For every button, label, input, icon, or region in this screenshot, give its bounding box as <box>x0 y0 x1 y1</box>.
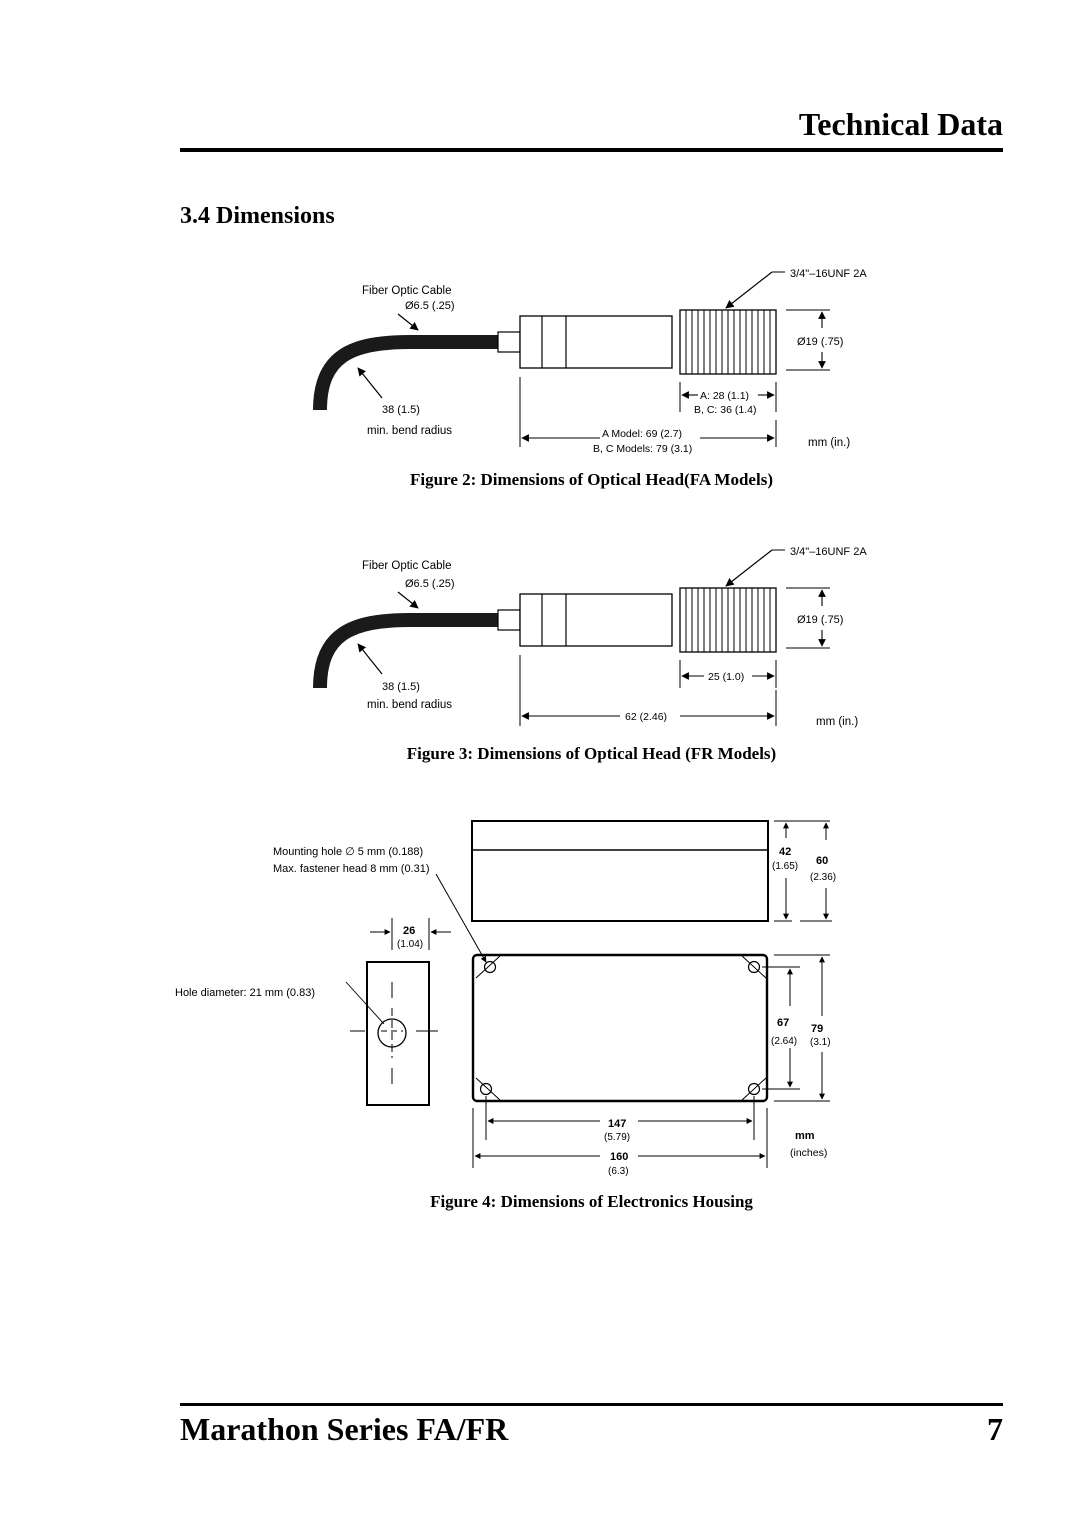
header-title: Technical Data <box>798 106 1003 142</box>
bend-radius-value: 38 (1.5) <box>382 404 420 416</box>
thread-length-bc-label: B, C: 36 (1.4) <box>694 404 757 416</box>
optical-head-body <box>520 316 672 368</box>
section-heading: 3.4 Dimensions <box>180 203 335 229</box>
total-length-bc-label: B, C Models: 79 (3.1) <box>593 443 693 455</box>
body-width-in: (6.3) <box>608 1166 629 1177</box>
page-number: 7 <box>987 1411 1003 1447</box>
total-length-a-label: A Model: 69 (2.7) <box>602 428 682 440</box>
ferrule-shape <box>498 610 520 630</box>
figure-4-drawing <box>170 812 870 1182</box>
fiber-optic-cable-label: Fiber Optic Cable <box>362 285 452 297</box>
head-diameter-label: Ø19 (.75) <box>797 336 844 348</box>
body-height-in: (3.1) <box>810 1037 831 1048</box>
total-length-label: 62 (2.46) <box>625 711 668 723</box>
footer-series-title: Marathon Series FA/FR <box>180 1411 509 1447</box>
body-height-mm: 79 <box>811 1023 824 1035</box>
side-width-in: (1.04) <box>397 939 424 950</box>
fastener-head-label: Max. fastener head 8 mm (0.31) <box>273 863 430 875</box>
mounting-hole-label: Mounting hole ∅ 5 mm (0.188) <box>273 846 424 858</box>
thread-length-label: 25 (1.0) <box>708 671 745 683</box>
body-width-mm: 160 <box>610 1151 629 1163</box>
bend-radius-label: min. bend radius <box>367 425 453 437</box>
housing-lid-side-view <box>472 821 768 921</box>
fiber-optic-cable-label: Fiber Optic Cable <box>362 560 452 572</box>
fiber-optic-cable-shape <box>320 620 498 688</box>
hole-spacing-vertical-mm: 67 <box>777 1017 790 1029</box>
bend-radius-value: 38 (1.5) <box>382 681 420 693</box>
thread-spec-label: 3/4"–16UNF 2A <box>790 546 867 558</box>
figure-2-drawing <box>300 262 900 462</box>
figure-2-caption: Figure 2: Dimensions of Optical Head(FA Models) <box>410 470 773 489</box>
hole-spacing-horizontal-in: (5.79) <box>604 1132 631 1143</box>
mounting-hole-bottom-left <box>481 1084 492 1095</box>
footer-rule <box>180 1403 1003 1406</box>
hole-spacing-horizontal-mm: 147 <box>608 1118 627 1130</box>
ferrule-shape <box>498 332 520 352</box>
figure-3-caption: Figure 3: Dimensions of Optical Head (FR Models) <box>406 744 777 763</box>
cable-diameter-label: Ø6.5 (.25) <box>405 578 455 590</box>
side-width-mm: 26 <box>403 925 416 937</box>
cable-diameter-label: Ø6.5 (.25) <box>405 300 455 312</box>
units-mm-label: mm <box>795 1130 815 1142</box>
page-footer <box>180 1403 1003 1453</box>
page-header <box>180 100 1003 152</box>
units-label: mm (in.) <box>816 716 859 728</box>
lid-height-mm: 42 <box>779 846 792 858</box>
mounting-hole-top-left <box>485 962 496 973</box>
header-rule <box>180 148 1003 152</box>
total-height-mm: 60 <box>816 855 829 867</box>
thread-spec-label: 3/4"–16UNF 2A <box>790 268 867 280</box>
units-inches-label: (inches) <box>790 1147 828 1159</box>
bend-radius-label: min. bend radius <box>367 699 453 711</box>
head-diameter-label: Ø19 (.75) <box>797 614 844 626</box>
hole-diameter-label: Hole diameter: 21 mm (0.83) <box>175 987 315 999</box>
hole-spacing-vertical-in: (2.64) <box>771 1036 798 1047</box>
thread-length-a-label: A: 28 (1.1) <box>700 390 750 402</box>
units-label: mm (in.) <box>808 437 851 449</box>
lid-height-in: (1.65) <box>772 861 799 872</box>
figure-2-svg <box>300 262 900 462</box>
figure-3-drawing <box>300 540 900 740</box>
figure-3-svg <box>300 540 900 740</box>
fiber-optic-cable-shape <box>320 342 498 410</box>
figure-4-caption: Figure 4: Dimensions of Electronics Housing <box>430 1192 753 1211</box>
optical-head-body <box>520 594 672 646</box>
figure-4-svg <box>170 812 870 1182</box>
total-height-in: (2.36) <box>810 872 837 883</box>
housing-body-front-view <box>473 955 767 1101</box>
